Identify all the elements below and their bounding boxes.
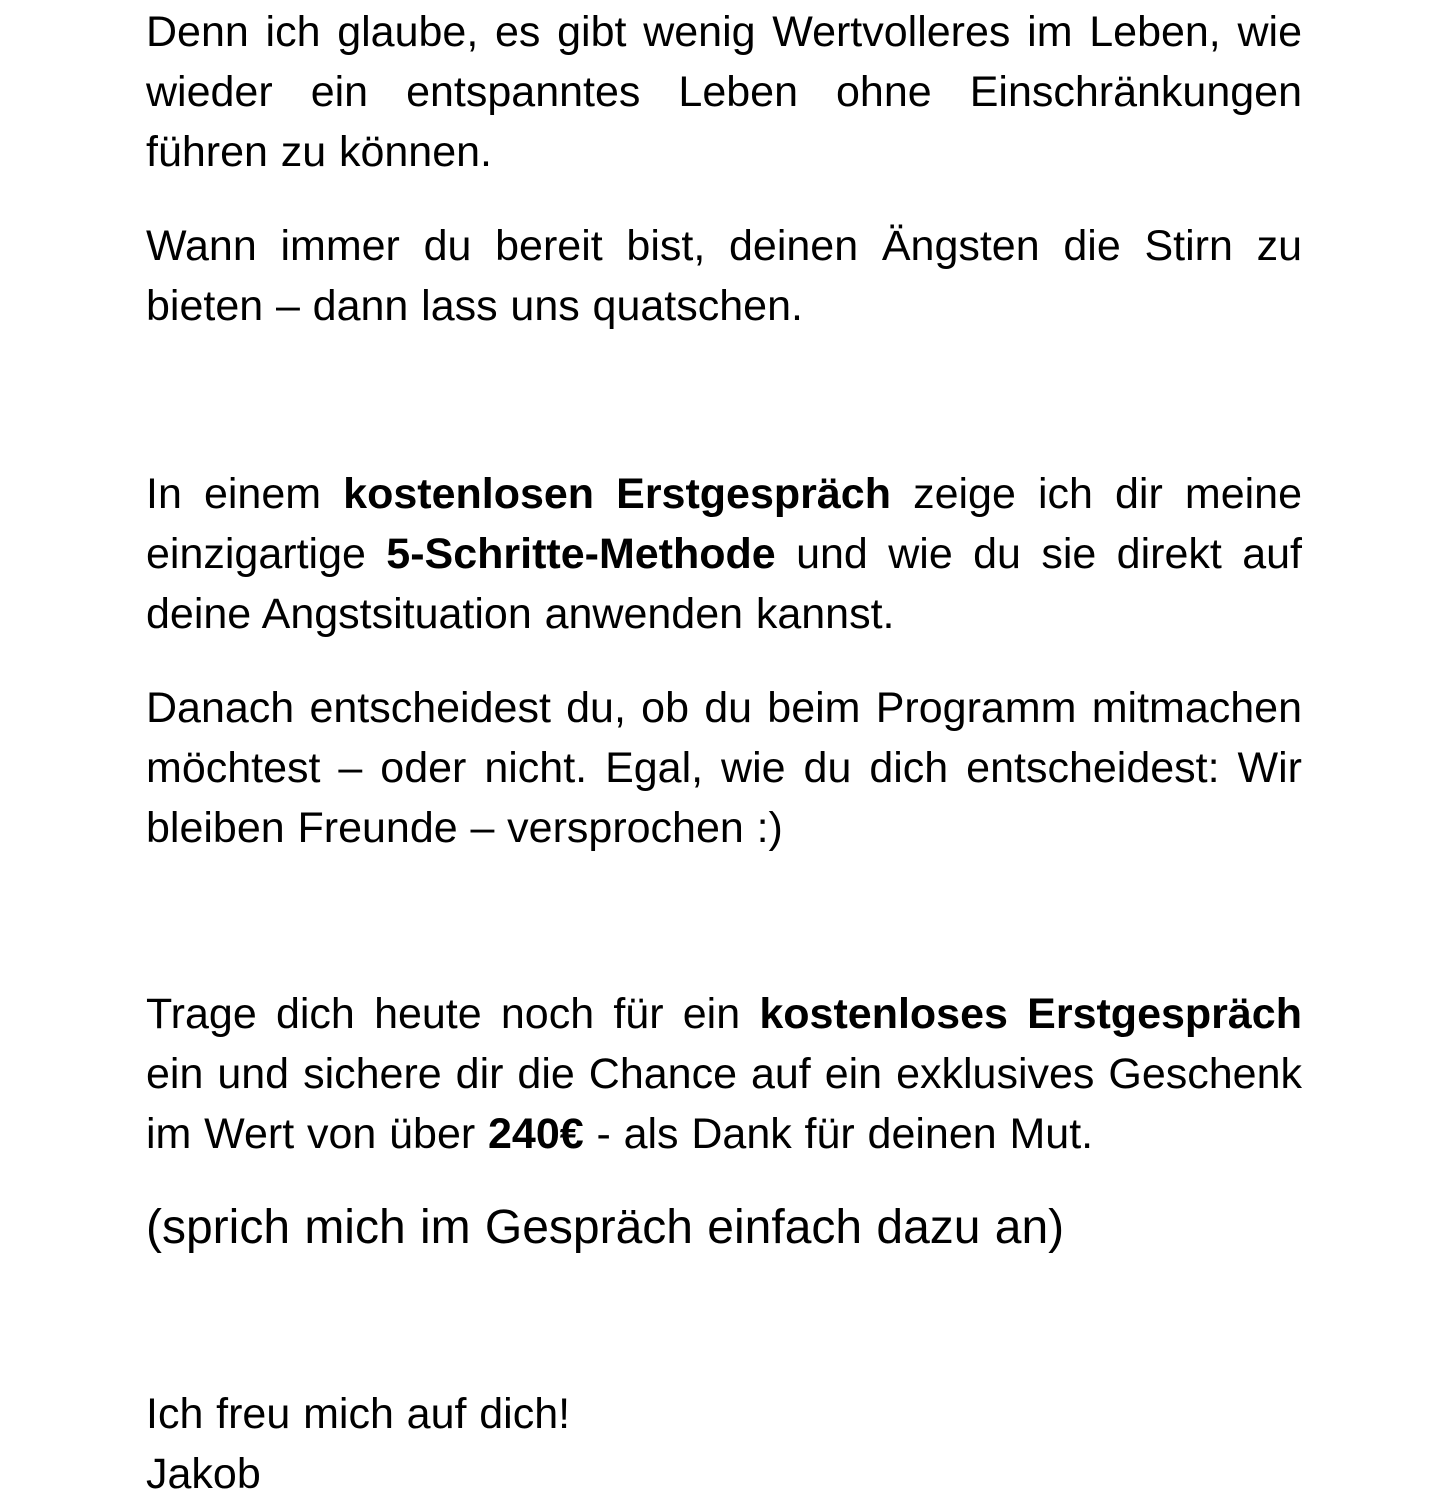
- text-run: und wie du sie direkt auf deine Angstsituation anwenden kannst.: [146, 530, 1302, 638]
- text-run: Wann immer du bereit bist, deinen Ängsten die Stirn zu bieten – dann lass uns quatschen.: [146, 222, 1302, 330]
- text-run: zeige ich dir meine einzigartige: [146, 470, 1302, 578]
- signature-closing: Ich freu mich auf dich!: [146, 1390, 571, 1438]
- bold-240-euro: 240€: [487, 1110, 584, 1158]
- paragraph-invitation: [146, 216, 1302, 336]
- bold-kostenlosen-erstgespraech: kostenlosen Erstgespräch: [343, 470, 891, 518]
- text-run: - als Dank für deinen Mut.: [583, 1110, 1094, 1158]
- paragraph-erstgespraech-offer: [146, 464, 1302, 644]
- document-page: [146, 2, 1302, 1504]
- text-run: ein und sichere dir die Chance auf ein exklusives Geschenk im Wert von über: [146, 1050, 1302, 1158]
- text-run: (sprich mich im Gespräch einfach dazu an): [146, 1201, 1065, 1254]
- bold-5-schritte-methode: 5-Schritte-Methode: [386, 530, 776, 578]
- paragraph-aside-note: [146, 1198, 1302, 1258]
- text-run: Trage dich heute noch für ein: [146, 990, 760, 1038]
- paragraph-call-to-action: [146, 984, 1302, 1164]
- paragraph-belief: [146, 2, 1302, 182]
- paragraph-decision: [146, 678, 1302, 858]
- text-run: Danach entscheidest du, ob du beim Programm mitmachen möchtest – oder nicht. Egal, wie du dich entscheidest: Wir bleiben Freunde – versprochen :): [146, 684, 1302, 852]
- paragraph-signature: [146, 1384, 1302, 1504]
- text-run: Denn ich glaube, es gibt wenig Wertvolleres im Leben, wie wieder ein entspanntes Leben ohne Einschränkungen führen zu können.: [146, 8, 1302, 176]
- bold-kostenloses-erstgespraech: kostenloses Erstgespräch: [759, 990, 1302, 1038]
- text-run: In einem: [146, 470, 344, 518]
- signature-name: Jakob: [146, 1450, 261, 1498]
